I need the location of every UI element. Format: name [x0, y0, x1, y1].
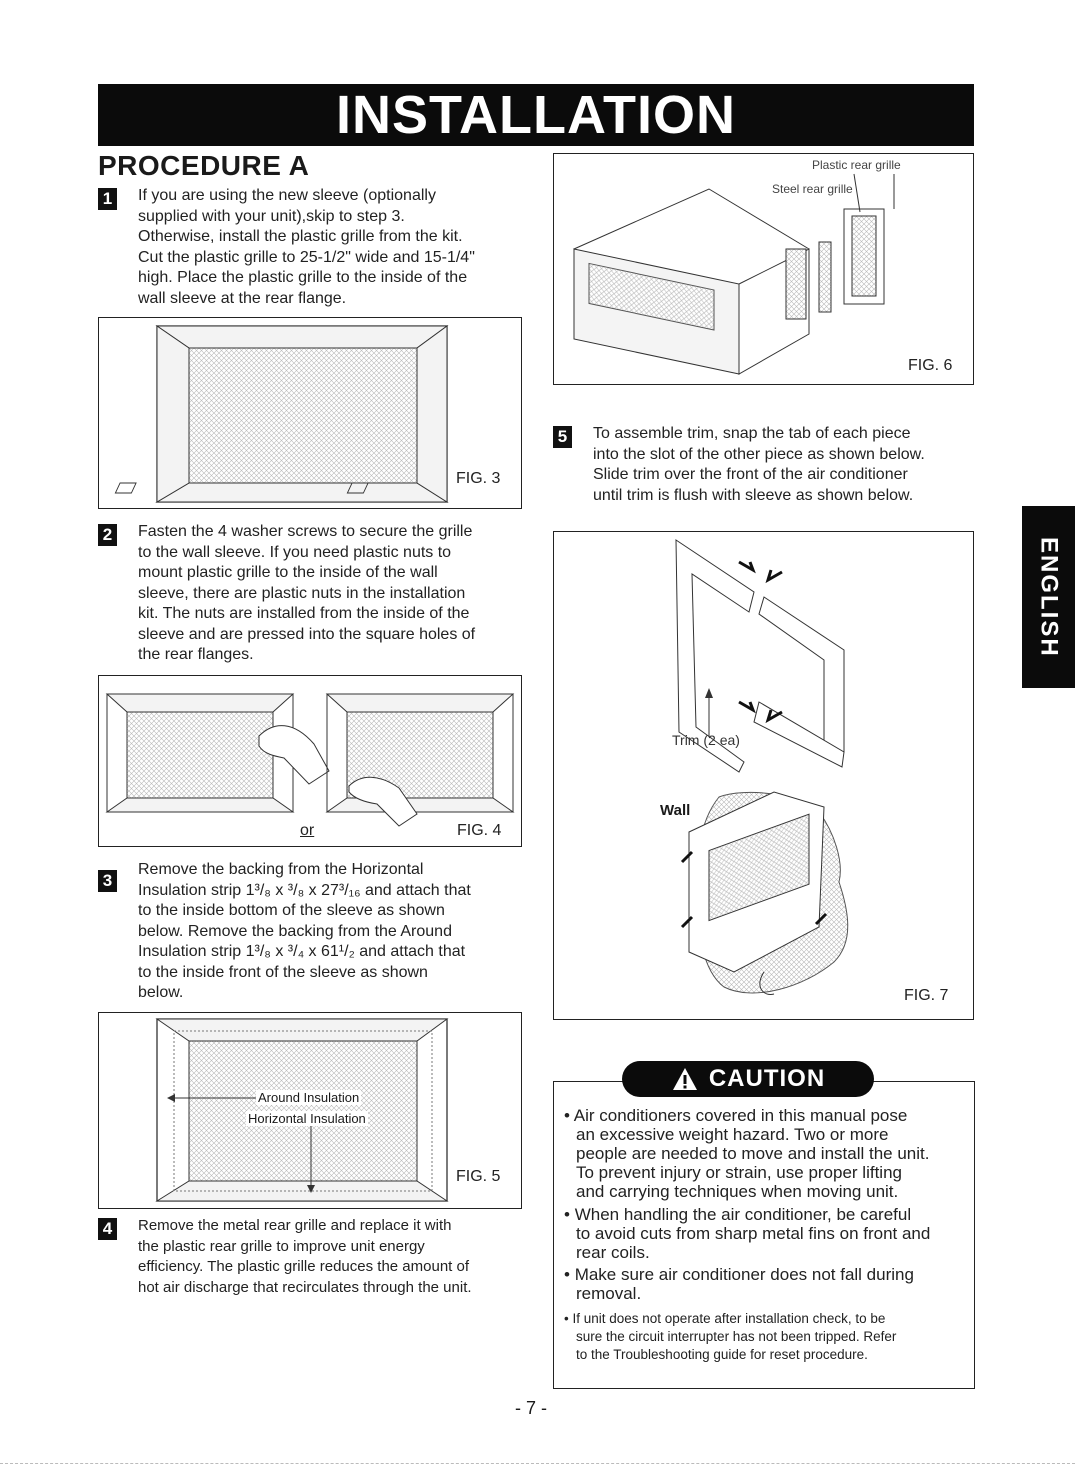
text-line: Slide trim over the front of the air conditioner [593, 466, 908, 483]
wall-label: Wall [660, 802, 691, 819]
fig-7-illustration [554, 532, 973, 1019]
fig-4-box [98, 675, 522, 847]
text-line: into the slot of the other piece as shown below. [593, 445, 925, 463]
language-label: ENGLISH [1035, 536, 1063, 658]
text-line: sure the circuit interrupter has not been tripped. Refer [576, 1329, 897, 1344]
caution-bullet-2: • When handling the air conditioner, be careful to avoid cuts from sharp metal fins on front and rear coils. [564, 1205, 974, 1262]
text-line: hot air discharge that recirculates through the unit. [138, 1278, 472, 1296]
text-line: sleeve and are pressed into the square holes of [138, 625, 476, 643]
text-line: the plastic rear grille to improve unit energy [138, 1237, 425, 1255]
text-line: Remove the backing from the Horizontal [138, 861, 424, 878]
text-line: supplied with your unit),skip to step 3. [138, 207, 405, 225]
caution-title: CAUTION [708, 1065, 826, 1092]
step-3-text [138, 860, 471, 1004]
text-line: To prevent injury or strain, use proper lifting [576, 1163, 902, 1182]
step-4-text [138, 1216, 472, 1298]
text-line: kit. The nuts are installed from the inside of the [138, 605, 470, 622]
text-line: until trim is flush with sleeve as shown below. [593, 486, 914, 504]
caution-bullet-3: • Make sure air conditioner does not fall during removal. [564, 1265, 974, 1303]
language-side-tab [1022, 506, 1075, 688]
page-title: INSTALLATION [336, 85, 736, 145]
fig-4-label: FIG. 4 [457, 822, 502, 839]
text-line: efficiency. The plastic grille reduces the amount of [138, 1258, 470, 1275]
fig-5-box [98, 1012, 522, 1209]
plastic-rear-grille-label: Plastic rear grille [812, 158, 901, 172]
text-line: rear coils. [576, 1243, 650, 1262]
text-line: to the inside bottom of the sleeve as shown [138, 902, 445, 919]
fig-3-box [98, 317, 522, 509]
fig-6-label: FIG. 6 [908, 357, 953, 374]
text-line: Make sure air conditioner does not fall during [574, 1265, 914, 1284]
fig-3-label: FIG. 3 [456, 470, 501, 487]
text-line: Cut the plastic grille to 25-1/2" wide and 15-1/4" [138, 248, 475, 266]
text-line: to avoid cuts from sharp metal fins on front and [576, 1224, 931, 1243]
text-line: Otherwise, install the plastic grille from the kit. [138, 228, 463, 245]
text-line: Air conditioners covered in this manual pose [573, 1106, 908, 1125]
text-line: people are needed to move and install the unit. [576, 1144, 930, 1163]
text-line: below. [138, 984, 184, 1001]
text-line: to the wall sleeve. If you need plastic nuts to [138, 543, 452, 561]
around-insulation-label: Around Insulation [258, 1090, 360, 1105]
text-line: the rear flanges. [138, 646, 254, 663]
step-number-3: 3 [98, 870, 117, 892]
text-line: If you are using the new sleeve (optionally [138, 187, 436, 204]
step-number-1: 1 [98, 188, 117, 210]
text-line: below. Remove the backing from the Around [138, 922, 452, 940]
step-number-4: 4 [98, 1218, 117, 1240]
fig-4-or-text: or [300, 822, 315, 839]
text-line: and carrying techniques when moving unit. [576, 1182, 899, 1201]
procedure-title: PROCEDURE A [98, 150, 310, 181]
caution-header [622, 1061, 874, 1097]
text-line: mount plastic grille to the inside of the wall [138, 564, 438, 581]
text-line: to the Troubleshooting guide for reset procedure. [576, 1347, 868, 1362]
text-line: Remove the metal rear grille and replace it with [138, 1217, 452, 1234]
text-line: Fasten the 4 washer screws to secure the grille [138, 523, 473, 540]
text-line: When handling the air conditioner, be careful [574, 1205, 912, 1224]
text-line: Insulation strip 1³/₈ x ³/₄ x 61¹/₂ and attach that [138, 943, 466, 960]
page-number: - 7 - [515, 1398, 548, 1418]
fig-4-illustration [99, 676, 521, 846]
page-bottom-divider [0, 1463, 1075, 1464]
step-number-5: 5 [553, 426, 572, 448]
text-line: wall sleeve at the rear flange. [138, 289, 347, 307]
caution-bullet-1: • Air conditioners covered in this manual pose an excessive weight hazard. Two or more people are needed to move and install the unit. To prevent injury or strain, use proper lifting and carrying techniques when moving unit. [564, 1106, 974, 1201]
step-1-text [138, 186, 475, 309]
text-line: removal. [576, 1284, 642, 1303]
fig-7-box [553, 531, 974, 1020]
fig-6-box [553, 153, 974, 385]
fig-5-label: FIG. 5 [456, 1168, 501, 1185]
caution-bullet-small: • If unit does not operate after installation check, to be sure the circuit interrupter has not been tripped. Refer to the Troubleshooting guide for reset procedure. [564, 1310, 974, 1364]
text-line: Insulation strip 1³/₈ x ³/₈ x 27³/₁₆ and attach that [138, 881, 471, 899]
text-line: If unit does not operate after installation check, to be [572, 1311, 886, 1326]
page-title-banner [98, 84, 974, 146]
text-line: to the inside front of the sleeve as shown [138, 963, 428, 981]
step-number-2: 2 [98, 524, 117, 546]
fig-6-illustration [554, 154, 973, 384]
step-2-text [138, 522, 475, 666]
trim-label: Trim (2 ea) [672, 732, 740, 748]
fig-7-label: FIG. 7 [904, 987, 949, 1004]
text-line: high. Place the plastic grille to the inside of the [138, 269, 468, 286]
caution-box [553, 1081, 975, 1389]
text-line: sleeve, there are plastic nuts in the installation [138, 584, 466, 602]
horizontal-insulation-label: Horizontal Insulation [248, 1111, 366, 1126]
step-5-text [593, 424, 925, 506]
text-line: an excessive weight hazard. Two or more [576, 1125, 889, 1144]
text-line: To assemble trim, snap the tab of each piece [593, 425, 911, 442]
steel-rear-grille-label: Steel rear grille [772, 182, 853, 196]
warning-triangle-icon [671, 1066, 699, 1092]
